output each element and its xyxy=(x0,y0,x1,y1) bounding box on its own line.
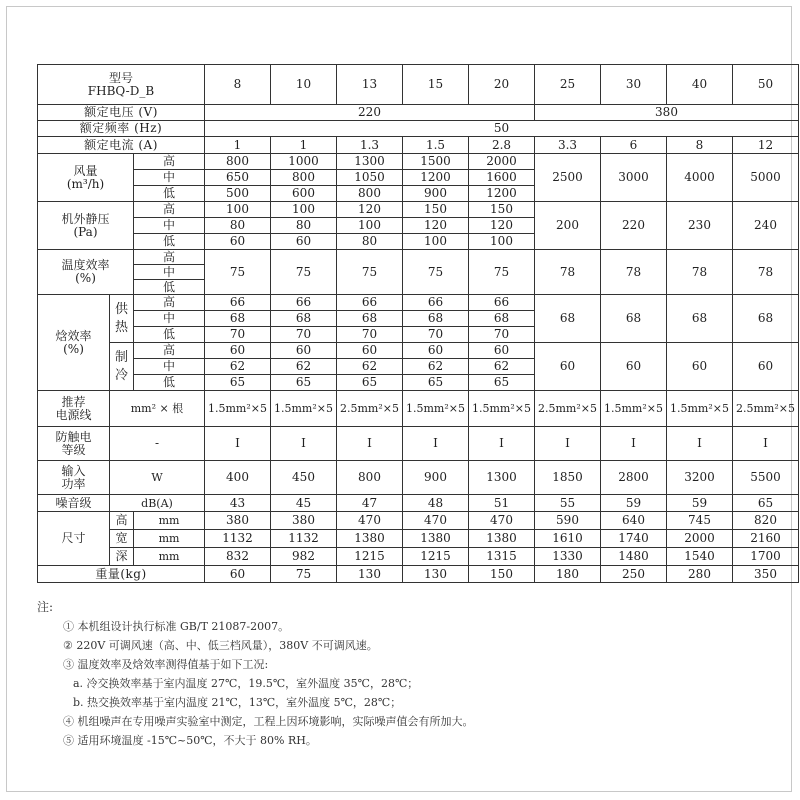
size-cell: 1740 xyxy=(601,530,667,548)
level-low: 低 xyxy=(134,186,205,202)
noise-cell: 47 xyxy=(337,495,403,512)
level-low: 低 xyxy=(134,375,205,391)
note-3a: a. 冷交换效率基于室内温度 27℃，19.5℃，室外温度 35℃，28℃； xyxy=(73,677,419,690)
enthalpy-heat-row-high xyxy=(38,295,799,311)
level-high: 高 xyxy=(134,250,205,265)
enthalpy-cell: 68 xyxy=(469,311,535,327)
weight-cell: 150 xyxy=(469,566,535,583)
size-cell: 1380 xyxy=(403,530,469,548)
enthalpy-cell: 66 xyxy=(337,295,403,311)
current-cell: 8 xyxy=(667,137,733,154)
shock-label-cell xyxy=(38,427,110,461)
frequency-label: 额定频率 (Hz) xyxy=(38,121,205,137)
pressure-cell: 80 xyxy=(205,218,271,234)
enthalpy-cell: 60 xyxy=(271,343,337,359)
current-cell: 3.3 xyxy=(535,137,601,154)
enthalpy-merged: 68 xyxy=(601,295,667,343)
size-cell: 2160 xyxy=(733,530,799,548)
cable-unit: mm² × 根 xyxy=(110,391,205,427)
size-cell: 470 xyxy=(337,512,403,530)
note-5: ⑤ 适用环境温度 -15℃~50℃，不大于 80% RH。 xyxy=(63,734,317,747)
size-height-label: 高 xyxy=(110,512,134,530)
power-cell: 400 xyxy=(205,461,271,495)
weight-cell: 75 xyxy=(271,566,337,583)
size-unit: mm xyxy=(134,512,205,530)
temp-eff-unit: (%) xyxy=(75,271,96,285)
pressure-cell: 100 xyxy=(337,218,403,234)
power-cell: 2800 xyxy=(601,461,667,495)
size-cell: 1380 xyxy=(469,530,535,548)
pressure-cell: 100 xyxy=(403,234,469,250)
enthalpy-merged: 60 xyxy=(733,343,799,391)
pressure-merged: 240 xyxy=(733,202,799,250)
current-label: 额定电流 (A) xyxy=(38,137,205,154)
temp-eff-cell: 75 xyxy=(271,250,337,295)
size-cell: 1215 xyxy=(337,548,403,566)
shock-row xyxy=(38,427,799,461)
model-cell: 25 xyxy=(535,65,601,105)
enthalpy-cell: 68 xyxy=(205,311,271,327)
cable-cell: 1.5mm²×5 xyxy=(667,391,733,427)
enthalpy-cell: 60 xyxy=(205,343,271,359)
model-cell: 50 xyxy=(733,65,799,105)
enthalpy-cell: 68 xyxy=(337,311,403,327)
enthalpy-cell: 62 xyxy=(403,359,469,375)
pressure-cell: 100 xyxy=(205,202,271,218)
enthalpy-cell: 70 xyxy=(205,327,271,343)
enthalpy-cell: 66 xyxy=(271,295,337,311)
weight-cell: 60 xyxy=(205,566,271,583)
airflow-merged: 5000 xyxy=(733,154,799,202)
pressure-cell: 100 xyxy=(469,234,535,250)
model-series: FHBQ-D_B xyxy=(87,83,155,98)
level-low: 低 xyxy=(134,280,205,295)
pressure-cell: 100 xyxy=(271,202,337,218)
weight-label: 重量(kg) xyxy=(38,566,205,583)
enthalpy-cell: 62 xyxy=(271,359,337,375)
noise-cell: 43 xyxy=(205,495,271,512)
enthalpy-label: 焓效率 xyxy=(55,328,92,343)
shock-unit: - xyxy=(110,427,205,461)
current-row xyxy=(38,137,799,154)
size-cell: 1610 xyxy=(535,530,601,548)
airflow-cell: 1200 xyxy=(403,170,469,186)
enthalpy-cell: 70 xyxy=(337,327,403,343)
airflow-cell: 650 xyxy=(205,170,271,186)
enthalpy-cell: 65 xyxy=(469,375,535,391)
enthalpy-cell: 66 xyxy=(403,295,469,311)
power-cell: 1300 xyxy=(469,461,535,495)
note-2: ② 220V 可调风速（高、中、低三档风量），380V 不可调风速。 xyxy=(63,639,378,652)
airflow-merged: 4000 xyxy=(667,154,733,202)
enthalpy-cell: 62 xyxy=(469,359,535,375)
enthalpy-cell: 68 xyxy=(403,311,469,327)
power-cell: 3200 xyxy=(667,461,733,495)
enthalpy-merged: 60 xyxy=(667,343,733,391)
noise-cell: 65 xyxy=(733,495,799,512)
model-cell: 20 xyxy=(469,65,535,105)
cable-cell: 1.5mm²×5 xyxy=(469,391,535,427)
size-cell: 1132 xyxy=(205,530,271,548)
noise-cell: 59 xyxy=(601,495,667,512)
heating-label: 供热 xyxy=(115,301,129,335)
temp-eff-label: 温度效率 xyxy=(61,258,110,272)
pressure-cell: 150 xyxy=(469,202,535,218)
size-width-label: 宽 xyxy=(110,530,134,548)
shock-cell: I xyxy=(205,427,271,461)
cable-cell: 2.5mm²×5 xyxy=(733,391,799,427)
noise-cell: 51 xyxy=(469,495,535,512)
airflow-unit: (m³/h) xyxy=(66,176,105,191)
temp-eff-row-high xyxy=(38,250,799,265)
enthalpy-cell: 70 xyxy=(271,327,337,343)
size-cell: 590 xyxy=(535,512,601,530)
noise-row xyxy=(38,495,799,512)
size-cell: 470 xyxy=(403,512,469,530)
size-label: 尺寸 xyxy=(38,512,110,566)
header-row xyxy=(38,65,799,105)
airflow-cell: 800 xyxy=(337,186,403,202)
temp-eff-cell: 75 xyxy=(469,250,535,295)
enthalpy-merged: 60 xyxy=(601,343,667,391)
temp-eff-cell: 75 xyxy=(337,250,403,295)
voltage-220: 220 xyxy=(205,105,535,121)
size-cell: 1700 xyxy=(733,548,799,566)
note-1: ① 本机组设计执行标准 GB/T 21087-2007。 xyxy=(63,620,290,633)
weight-cell: 130 xyxy=(337,566,403,583)
power-row xyxy=(38,461,799,495)
power-cell: 900 xyxy=(403,461,469,495)
airflow-label: 风量 xyxy=(73,163,98,178)
pressure-cell: 60 xyxy=(205,234,271,250)
temp-eff-cell: 75 xyxy=(205,250,271,295)
model-cell: 40 xyxy=(667,65,733,105)
note-3b: b. 热交换效率基于室内温度 21℃，13℃，室外温度 5℃，28℃； xyxy=(73,696,402,709)
note-3: ③ 温度效率及焓效率测得值基于如下工况: xyxy=(63,658,269,671)
current-cell: 1.5 xyxy=(403,137,469,154)
voltage-row xyxy=(38,105,799,121)
weight-cell: 250 xyxy=(601,566,667,583)
shock-cell: I xyxy=(403,427,469,461)
weight-cell: 350 xyxy=(733,566,799,583)
size-depth-label: 深 xyxy=(110,548,134,566)
temp-eff-cell: 78 xyxy=(733,250,799,295)
frequency-value: 50 xyxy=(205,121,799,137)
current-cell: 1.3 xyxy=(337,137,403,154)
size-cell: 380 xyxy=(205,512,271,530)
size-cell: 380 xyxy=(271,512,337,530)
airflow-row-high xyxy=(38,154,799,170)
airflow-cell: 1300 xyxy=(337,154,403,170)
size-cell: 2000 xyxy=(667,530,733,548)
size-cell: 1215 xyxy=(403,548,469,566)
power-cell: 1850 xyxy=(535,461,601,495)
current-cell: 2.8 xyxy=(469,137,535,154)
power-label-1: 输入 xyxy=(61,463,86,478)
temp-eff-cell: 78 xyxy=(535,250,601,295)
airflow-merged: 2500 xyxy=(535,154,601,202)
airflow-cell: 800 xyxy=(205,154,271,170)
cable-label-1: 推荐 xyxy=(61,394,86,409)
size-cell: 1330 xyxy=(535,548,601,566)
power-cell: 450 xyxy=(271,461,337,495)
size-cell: 1540 xyxy=(667,548,733,566)
enthalpy-cell: 60 xyxy=(403,343,469,359)
size-row-depth xyxy=(38,548,799,566)
pressure-row-high xyxy=(38,202,799,218)
noise-label: 噪音级 xyxy=(38,495,110,512)
size-cell: 1480 xyxy=(601,548,667,566)
notes-title: 注: xyxy=(37,600,54,614)
model-cell: 10 xyxy=(271,65,337,105)
airflow-cell: 600 xyxy=(271,186,337,202)
size-cell: 1380 xyxy=(337,530,403,548)
enthalpy-merged: 60 xyxy=(535,343,601,391)
pressure-unit: (Pa) xyxy=(73,224,98,239)
power-unit: W xyxy=(110,461,205,495)
level-high: 高 xyxy=(134,202,205,218)
airflow-label-cell xyxy=(38,154,134,202)
size-unit: mm xyxy=(134,548,205,566)
airflow-cell: 1500 xyxy=(403,154,469,170)
airflow-merged: 3000 xyxy=(601,154,667,202)
enthalpy-cell: 66 xyxy=(469,295,535,311)
cable-cell: 1.5mm²×5 xyxy=(271,391,337,427)
level-low: 低 xyxy=(134,327,205,343)
pressure-cell: 120 xyxy=(469,218,535,234)
temp-eff-cell: 78 xyxy=(601,250,667,295)
voltage-label: 额定电压 (V) xyxy=(38,105,205,121)
airflow-cell: 1600 xyxy=(469,170,535,186)
enthalpy-cell: 65 xyxy=(271,375,337,391)
cable-label-cell xyxy=(38,391,110,427)
size-cell: 1132 xyxy=(271,530,337,548)
level-mid: 中 xyxy=(134,218,205,234)
spec-table xyxy=(37,64,799,583)
level-mid: 中 xyxy=(134,359,205,375)
cooling-label: 制冷 xyxy=(115,349,129,383)
enthalpy-cell: 65 xyxy=(205,375,271,391)
enthalpy-cell: 70 xyxy=(469,327,535,343)
pressure-cell: 80 xyxy=(271,218,337,234)
noise-cell: 59 xyxy=(667,495,733,512)
enthalpy-merged: 68 xyxy=(535,295,601,343)
enthalpy-cell: 62 xyxy=(337,359,403,375)
level-mid: 中 xyxy=(134,311,205,327)
shock-cell: I xyxy=(733,427,799,461)
power-cell: 5500 xyxy=(733,461,799,495)
weight-cell: 130 xyxy=(403,566,469,583)
enthalpy-label-cell xyxy=(38,295,110,391)
current-cell: 1 xyxy=(271,137,337,154)
size-cell: 820 xyxy=(733,512,799,530)
weight-cell: 180 xyxy=(535,566,601,583)
size-row-width xyxy=(38,530,799,548)
temp-eff-label-cell xyxy=(38,250,134,295)
pressure-merged: 220 xyxy=(601,202,667,250)
heating-label-cell xyxy=(110,295,134,343)
cable-cell: 1.5mm²×5 xyxy=(601,391,667,427)
model-cell: 13 xyxy=(337,65,403,105)
noise-unit: dB(A) xyxy=(110,495,205,512)
model-label: 型号 xyxy=(108,70,133,85)
model-cell: 15 xyxy=(403,65,469,105)
weight-cell: 280 xyxy=(667,566,733,583)
level-mid: 中 xyxy=(134,265,205,280)
pressure-merged: 200 xyxy=(535,202,601,250)
noise-cell: 48 xyxy=(403,495,469,512)
temp-eff-cell: 78 xyxy=(667,250,733,295)
pressure-cell: 60 xyxy=(271,234,337,250)
shock-cell: I xyxy=(601,427,667,461)
noise-cell: 55 xyxy=(535,495,601,512)
shock-cell: I xyxy=(469,427,535,461)
pressure-cell: 80 xyxy=(337,234,403,250)
level-high: 高 xyxy=(134,154,205,170)
pressure-merged: 230 xyxy=(667,202,733,250)
size-unit: mm xyxy=(134,530,205,548)
weight-row xyxy=(38,566,799,583)
enthalpy-unit: (%) xyxy=(63,341,84,356)
size-cell: 470 xyxy=(469,512,535,530)
level-high: 高 xyxy=(134,295,205,311)
frequency-row xyxy=(38,121,799,137)
cable-cell: 1.5mm²×5 xyxy=(403,391,469,427)
cable-cell: 2.5mm²×5 xyxy=(535,391,601,427)
enthalpy-cell: 60 xyxy=(337,343,403,359)
level-low: 低 xyxy=(134,234,205,250)
current-cell: 1 xyxy=(205,137,271,154)
enthalpy-cell: 66 xyxy=(205,295,271,311)
current-cell: 12 xyxy=(733,137,799,154)
airflow-cell: 500 xyxy=(205,186,271,202)
enthalpy-cool-row-high xyxy=(38,343,799,359)
shock-cell: I xyxy=(271,427,337,461)
pressure-label-cell xyxy=(38,202,134,250)
cable-cell: 2.5mm²×5 xyxy=(337,391,403,427)
cable-label-2: 电源线 xyxy=(55,407,92,422)
noise-cell: 45 xyxy=(271,495,337,512)
size-cell: 1315 xyxy=(469,548,535,566)
model-header-cell xyxy=(38,65,205,105)
airflow-cell: 1000 xyxy=(271,154,337,170)
pressure-label: 机外静压 xyxy=(61,211,110,226)
airflow-cell: 1050 xyxy=(337,170,403,186)
current-cell: 6 xyxy=(601,137,667,154)
size-cell: 982 xyxy=(271,548,337,566)
power-cell: 800 xyxy=(337,461,403,495)
power-label-cell xyxy=(38,461,110,495)
enthalpy-cell: 60 xyxy=(469,343,535,359)
airflow-cell: 900 xyxy=(403,186,469,202)
cable-row xyxy=(38,391,799,427)
airflow-cell: 2000 xyxy=(469,154,535,170)
shock-label-2: 等级 xyxy=(61,442,86,457)
airflow-cell: 800 xyxy=(271,170,337,186)
enthalpy-cell: 65 xyxy=(403,375,469,391)
enthalpy-cell: 62 xyxy=(205,359,271,375)
pressure-cell: 120 xyxy=(403,218,469,234)
voltage-380: 380 xyxy=(535,105,799,121)
model-cell: 30 xyxy=(601,65,667,105)
shock-cell: I xyxy=(535,427,601,461)
size-cell: 640 xyxy=(601,512,667,530)
size-row-height xyxy=(38,512,799,530)
level-high: 高 xyxy=(134,343,205,359)
shock-cell: I xyxy=(667,427,733,461)
enthalpy-cell: 70 xyxy=(403,327,469,343)
model-cell: 8 xyxy=(205,65,271,105)
size-cell: 745 xyxy=(667,512,733,530)
enthalpy-merged: 68 xyxy=(667,295,733,343)
shock-cell: I xyxy=(337,427,403,461)
temp-eff-cell: 75 xyxy=(403,250,469,295)
pressure-cell: 150 xyxy=(403,202,469,218)
level-mid: 中 xyxy=(134,170,205,186)
cable-cell: 1.5mm²×5 xyxy=(205,391,271,427)
size-cell: 832 xyxy=(205,548,271,566)
power-label-2: 功率 xyxy=(61,476,86,491)
cooling-label-cell xyxy=(110,343,134,391)
shock-label-1: 防触电 xyxy=(55,429,92,444)
airflow-cell: 1200 xyxy=(469,186,535,202)
note-4: ④ 机组噪声在专用噪声实验室中测定，工程上因环境影响，实际噪声值会有所加大。 xyxy=(63,715,474,728)
enthalpy-cell: 68 xyxy=(271,311,337,327)
enthalpy-merged: 68 xyxy=(733,295,799,343)
notes-section xyxy=(37,598,474,750)
enthalpy-cell: 65 xyxy=(337,375,403,391)
pressure-cell: 120 xyxy=(337,202,403,218)
